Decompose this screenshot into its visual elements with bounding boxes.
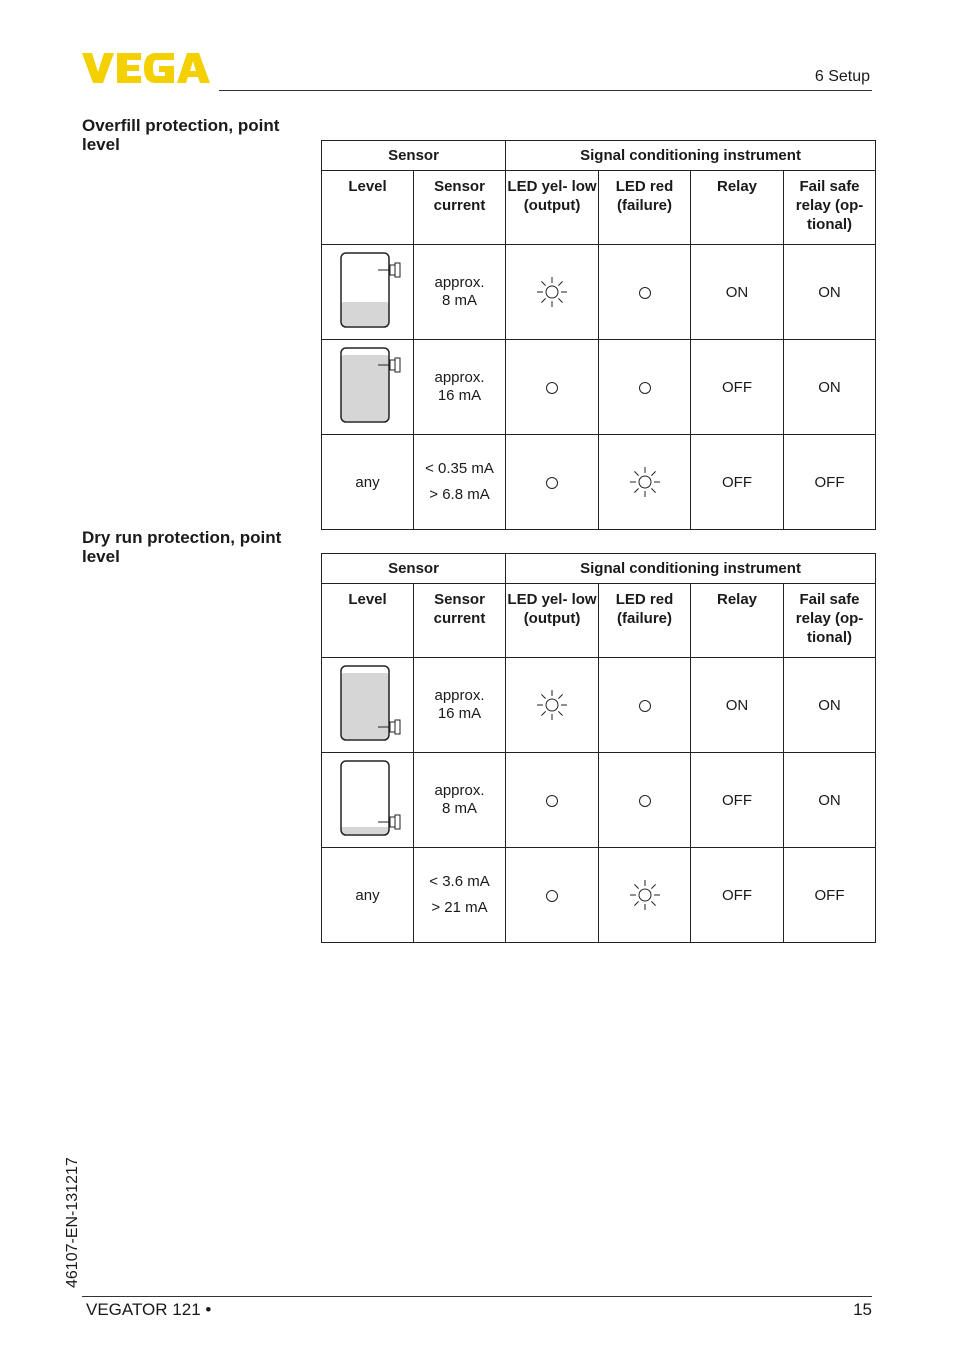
- relay-cell: OFF: [691, 435, 784, 530]
- overfill-heading: Overfill protection, point level: [82, 116, 280, 154]
- dryrun-table: [321, 553, 876, 943]
- header-rule: [219, 90, 872, 91]
- level-cell: [322, 340, 414, 435]
- tank-high-level-sensor-bottom-icon: [330, 663, 406, 743]
- led-yellow-cell: [506, 658, 599, 753]
- fail-safe-cell: OFF: [784, 435, 876, 530]
- led-red-cell: [599, 435, 691, 530]
- level-cell: [322, 753, 414, 848]
- table-row: [322, 340, 876, 435]
- sensor-current-cell: [414, 435, 506, 530]
- relay-cell: OFF: [691, 753, 784, 848]
- group-header-signal: Signal conditioning instrument: [506, 141, 876, 171]
- led-off-icon: [544, 380, 560, 396]
- led-on-icon: [535, 275, 569, 309]
- group-header-sensor: Sensor: [322, 141, 506, 171]
- level-cell: any: [322, 435, 414, 530]
- col-level: Level: [322, 584, 414, 658]
- led-off-icon: [637, 285, 653, 301]
- current-line1: approx.: [434, 782, 485, 799]
- col-fail-safe: Fail safe relay (op- tional): [784, 584, 876, 658]
- sensor-current-cell: [414, 848, 506, 943]
- col-fail-safe: Fail safe relay (op- tional): [784, 171, 876, 245]
- col-level: Level: [322, 171, 414, 245]
- col-relay: Relay: [691, 171, 784, 245]
- footer-product: VEGATOR 121 •: [86, 1300, 212, 1319]
- group-header-signal: Signal conditioning instrument: [506, 554, 876, 584]
- table-row: [322, 435, 876, 530]
- overfill-table: [321, 140, 876, 530]
- fail-safe-cell: ON: [784, 658, 876, 753]
- current-line2: 8 mA: [442, 800, 478, 817]
- current-line1: approx.: [434, 369, 485, 386]
- led-off-icon: [637, 698, 653, 714]
- col-led-red: LED red (failure): [599, 171, 691, 245]
- level-cell: [322, 658, 414, 753]
- fail-safe-cell: OFF: [784, 848, 876, 943]
- led-off-icon: [544, 888, 560, 904]
- current-line1: < 0.35 mA: [425, 460, 494, 477]
- led-red-cell: [599, 658, 691, 753]
- dryrun-heading: Dry run protection, point level: [82, 528, 282, 566]
- section-title: 6 Setup: [814, 68, 870, 85]
- table-row: [322, 753, 876, 848]
- group-header-sensor: Sensor: [322, 554, 506, 584]
- led-yellow-cell: [506, 848, 599, 943]
- led-yellow-cell: [506, 340, 599, 435]
- sensor-current-cell: [414, 245, 506, 340]
- led-red-cell: [599, 753, 691, 848]
- relay-cell: ON: [691, 658, 784, 753]
- document-id: 46107-EN-131217: [64, 1157, 81, 1288]
- current-line1: < 3.6 mA: [429, 873, 490, 890]
- led-on-icon: [535, 688, 569, 722]
- current-line1: approx.: [434, 687, 485, 704]
- current-line2: > 21 mA: [431, 899, 488, 916]
- col-relay: Relay: [691, 584, 784, 658]
- fail-safe-cell: ON: [784, 753, 876, 848]
- led-red-cell: [599, 340, 691, 435]
- led-on-icon: [628, 465, 662, 499]
- current-line2: > 6.8 mA: [429, 486, 490, 503]
- fail-safe-cell: ON: [784, 245, 876, 340]
- relay-cell: OFF: [691, 340, 784, 435]
- col-sensor-current: Sensor current: [414, 171, 506, 245]
- led-yellow-cell: [506, 245, 599, 340]
- tank-high-level-sensor-top-icon: [330, 345, 406, 425]
- level-cell: any: [322, 848, 414, 943]
- table-row: [322, 848, 876, 943]
- relay-cell: ON: [691, 245, 784, 340]
- col-led-yellow: LED yel- low (output): [506, 584, 599, 658]
- current-line2: 8 mA: [442, 292, 478, 309]
- led-yellow-cell: [506, 753, 599, 848]
- led-red-cell: [599, 245, 691, 340]
- led-off-icon: [544, 793, 560, 809]
- led-red-cell: [599, 848, 691, 943]
- current-line2: 16 mA: [437, 387, 482, 404]
- vega-logo: [82, 52, 212, 84]
- page-number: 15: [853, 1300, 872, 1319]
- led-yellow-cell: [506, 435, 599, 530]
- fail-safe-cell: ON: [784, 340, 876, 435]
- footer-rule: [82, 1296, 872, 1297]
- current-line1: approx.: [434, 274, 485, 291]
- tank-low-level-sensor-bottom-icon: [330, 758, 406, 838]
- table-row: [322, 245, 876, 340]
- table-row: [322, 658, 876, 753]
- sensor-current-cell: [414, 658, 506, 753]
- level-cell: [322, 245, 414, 340]
- sensor-current-cell: [414, 340, 506, 435]
- sensor-current-cell: [414, 753, 506, 848]
- relay-cell: OFF: [691, 848, 784, 943]
- col-led-yellow: LED yel- low (output): [506, 171, 599, 245]
- led-off-icon: [637, 380, 653, 396]
- led-off-icon: [637, 793, 653, 809]
- tank-low-level-sensor-top-icon: [330, 250, 406, 330]
- col-led-red: LED red (failure): [599, 584, 691, 658]
- col-sensor-current: Sensor current: [414, 584, 506, 658]
- led-off-icon: [544, 475, 560, 491]
- led-on-icon: [628, 878, 662, 912]
- current-line2: 16 mA: [437, 705, 482, 722]
